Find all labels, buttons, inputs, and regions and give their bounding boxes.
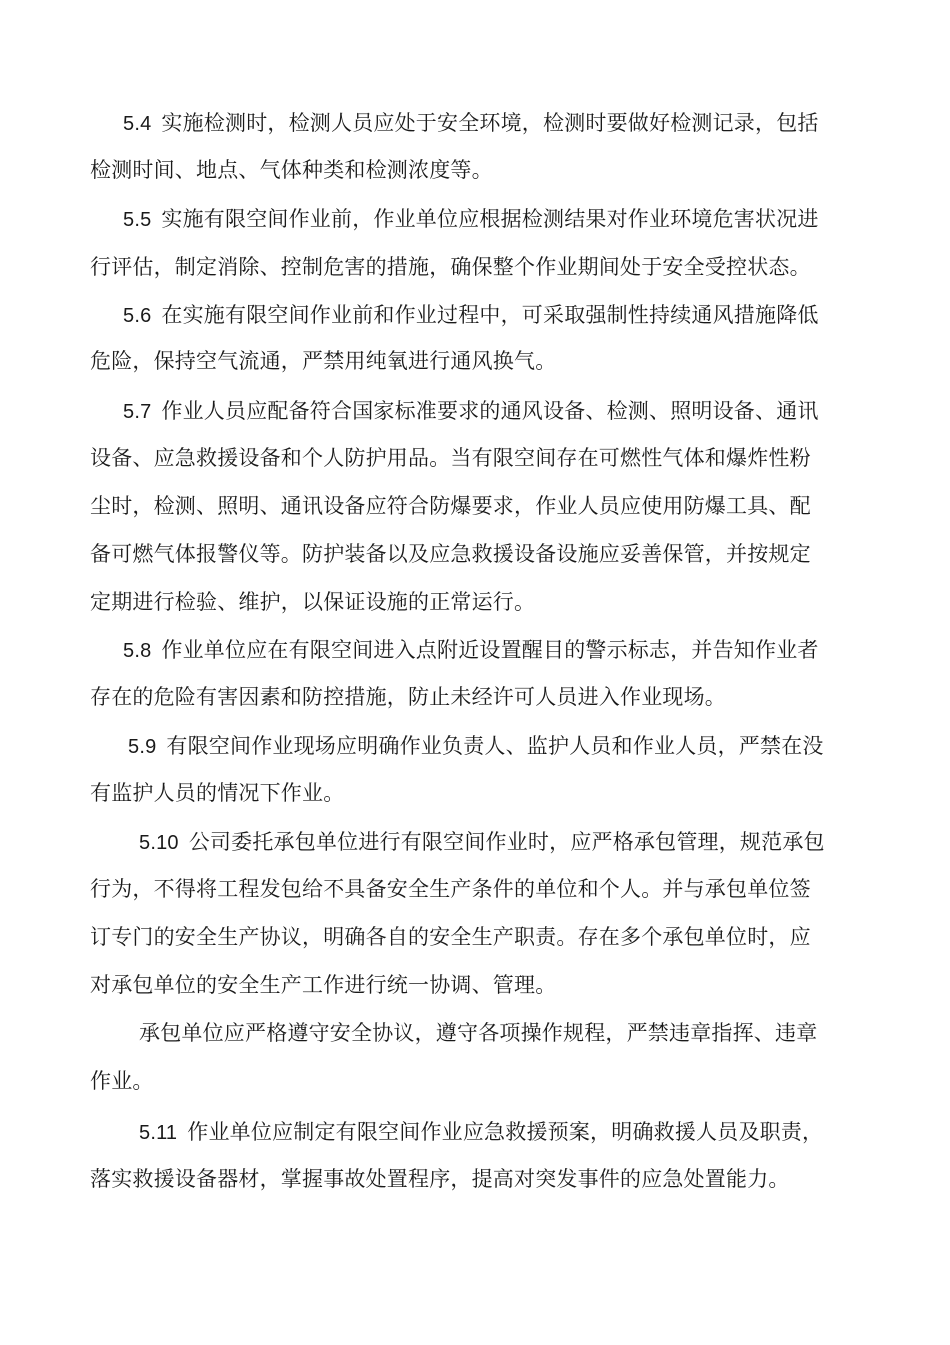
paragraph-text: 设备、应急救援设备和个人防护用品。当有限空间存在可燃性气体和爆炸性粉 <box>90 446 811 470</box>
paragraph-5-8-line-2 <box>90 682 726 712</box>
paragraph-text: 备可燃气体报警仪等。防护装备以及应急救援设备设施应妥善保管，并按规定 <box>90 542 811 566</box>
paragraph-text: 行为，不得将工程发包给不具备安全生产条件的单位和个人。并与承包单位签 <box>90 877 811 901</box>
paragraph-text: 作业。 <box>90 1069 154 1093</box>
paragraph-text: 落实救援设备器材，掌握事故处置程序，提高对突发事件的应急处置能力。 <box>90 1167 790 1191</box>
paragraph-text: 作业单位应制定有限空间作业应急救援预案，明确救援人员及职责， <box>187 1120 824 1144</box>
paragraph-contractor-line-2 <box>90 1066 154 1096</box>
paragraph-5-7-line-4 <box>90 539 811 569</box>
clause-number: 5.6 <box>123 305 152 327</box>
paragraph-5-5-line-2 <box>90 252 811 282</box>
paragraph-5-9-line-2 <box>90 778 344 808</box>
clause-number: 5.5 <box>123 209 152 231</box>
paragraph-5-4-line-1 <box>123 108 819 139</box>
paragraph-text: 作业单位应在有限空间进入点附近设置醒目的警示标志，并告知作业者 <box>161 638 819 662</box>
clause-number: 5.4 <box>123 113 152 135</box>
clause-number: 5.7 <box>123 401 152 423</box>
clause-number: 5.9 <box>128 736 157 758</box>
paragraph-contractor-line-1 <box>139 1018 817 1048</box>
paragraph-5-4-line-2 <box>90 155 493 185</box>
paragraph-5-7-line-2 <box>90 443 811 473</box>
paragraph-text: 有限空间作业现场应明确作业负责人、监护人员和作业人员，严禁在没 <box>166 734 824 758</box>
paragraph-5-6-line-2 <box>90 346 556 376</box>
paragraph-5-10-line-1 <box>139 827 825 858</box>
paragraph-5-7-line-1 <box>123 396 819 427</box>
paragraph-5-6-line-1 <box>123 300 819 331</box>
paragraph-text: 在实施有限空间作业前和作业过程中，可采取强制性持续通风措施降低 <box>161 303 819 327</box>
paragraph-5-8-line-1 <box>123 635 819 666</box>
paragraph-5-10-line-4 <box>90 970 556 1000</box>
paragraph-5-10-line-2 <box>90 874 811 904</box>
paragraph-5-11-line-2 <box>90 1164 790 1194</box>
paragraph-text: 实施检测时，检测人员应处于安全环境，检测时要做好检测记录，包括 <box>161 111 819 135</box>
paragraph-text: 公司委托承包单位进行有限空间作业时，应严格承包管理，规范承包 <box>188 830 825 854</box>
paragraph-5-9-line-1 <box>128 731 824 762</box>
paragraph-5-7-line-3 <box>90 491 811 521</box>
paragraph-text: 存在的危险有害因素和防控措施，防止未经许可人员进入作业现场。 <box>90 685 726 709</box>
paragraph-text: 实施有限空间作业前，作业单位应根据检测结果对作业环境危害状况进 <box>161 207 819 231</box>
paragraph-text: 危险，保持空气流通，严禁用纯氧进行通风换气。 <box>90 349 557 373</box>
paragraph-text: 作业人员应配备符合国家标准要求的通风设备、检测、照明设备、通讯 <box>161 399 819 423</box>
clause-number: 5.8 <box>123 640 152 662</box>
paragraph-5-5-line-1 <box>123 204 819 235</box>
paragraph-text: 检测时间、地点、气体种类和检测浓度等。 <box>90 158 493 182</box>
paragraph-text: 对承包单位的安全生产工作进行统一协调、管理。 <box>90 973 557 997</box>
paragraph-text: 行评估，制定消除、控制危害的措施，确保整个作业期间处于安全受控状态。 <box>90 255 811 279</box>
paragraph-text: 尘时，检测、照明、通讯设备应符合防爆要求，作业人员应使用防爆工具、配 <box>90 494 811 518</box>
paragraph-text: 订专门的安全生产协议，明确各自的安全生产职责。存在多个承包单位时，应 <box>90 925 811 949</box>
paragraph-5-10-line-3 <box>90 922 811 952</box>
paragraph-text: 承包单位应严格遵守安全协议，遵守各项操作规程，严禁违章指挥、违章 <box>139 1021 818 1045</box>
paragraph-5-7-line-5 <box>90 587 535 617</box>
clause-number: 5.11 <box>139 1122 178 1144</box>
clause-number: 5.10 <box>139 832 179 854</box>
paragraph-5-11-line-1 <box>139 1117 823 1148</box>
paragraph-text: 定期进行检验、维护，以保证设施的正常运行。 <box>90 590 536 614</box>
paragraph-text: 有监护人员的情况下作业。 <box>90 781 345 805</box>
